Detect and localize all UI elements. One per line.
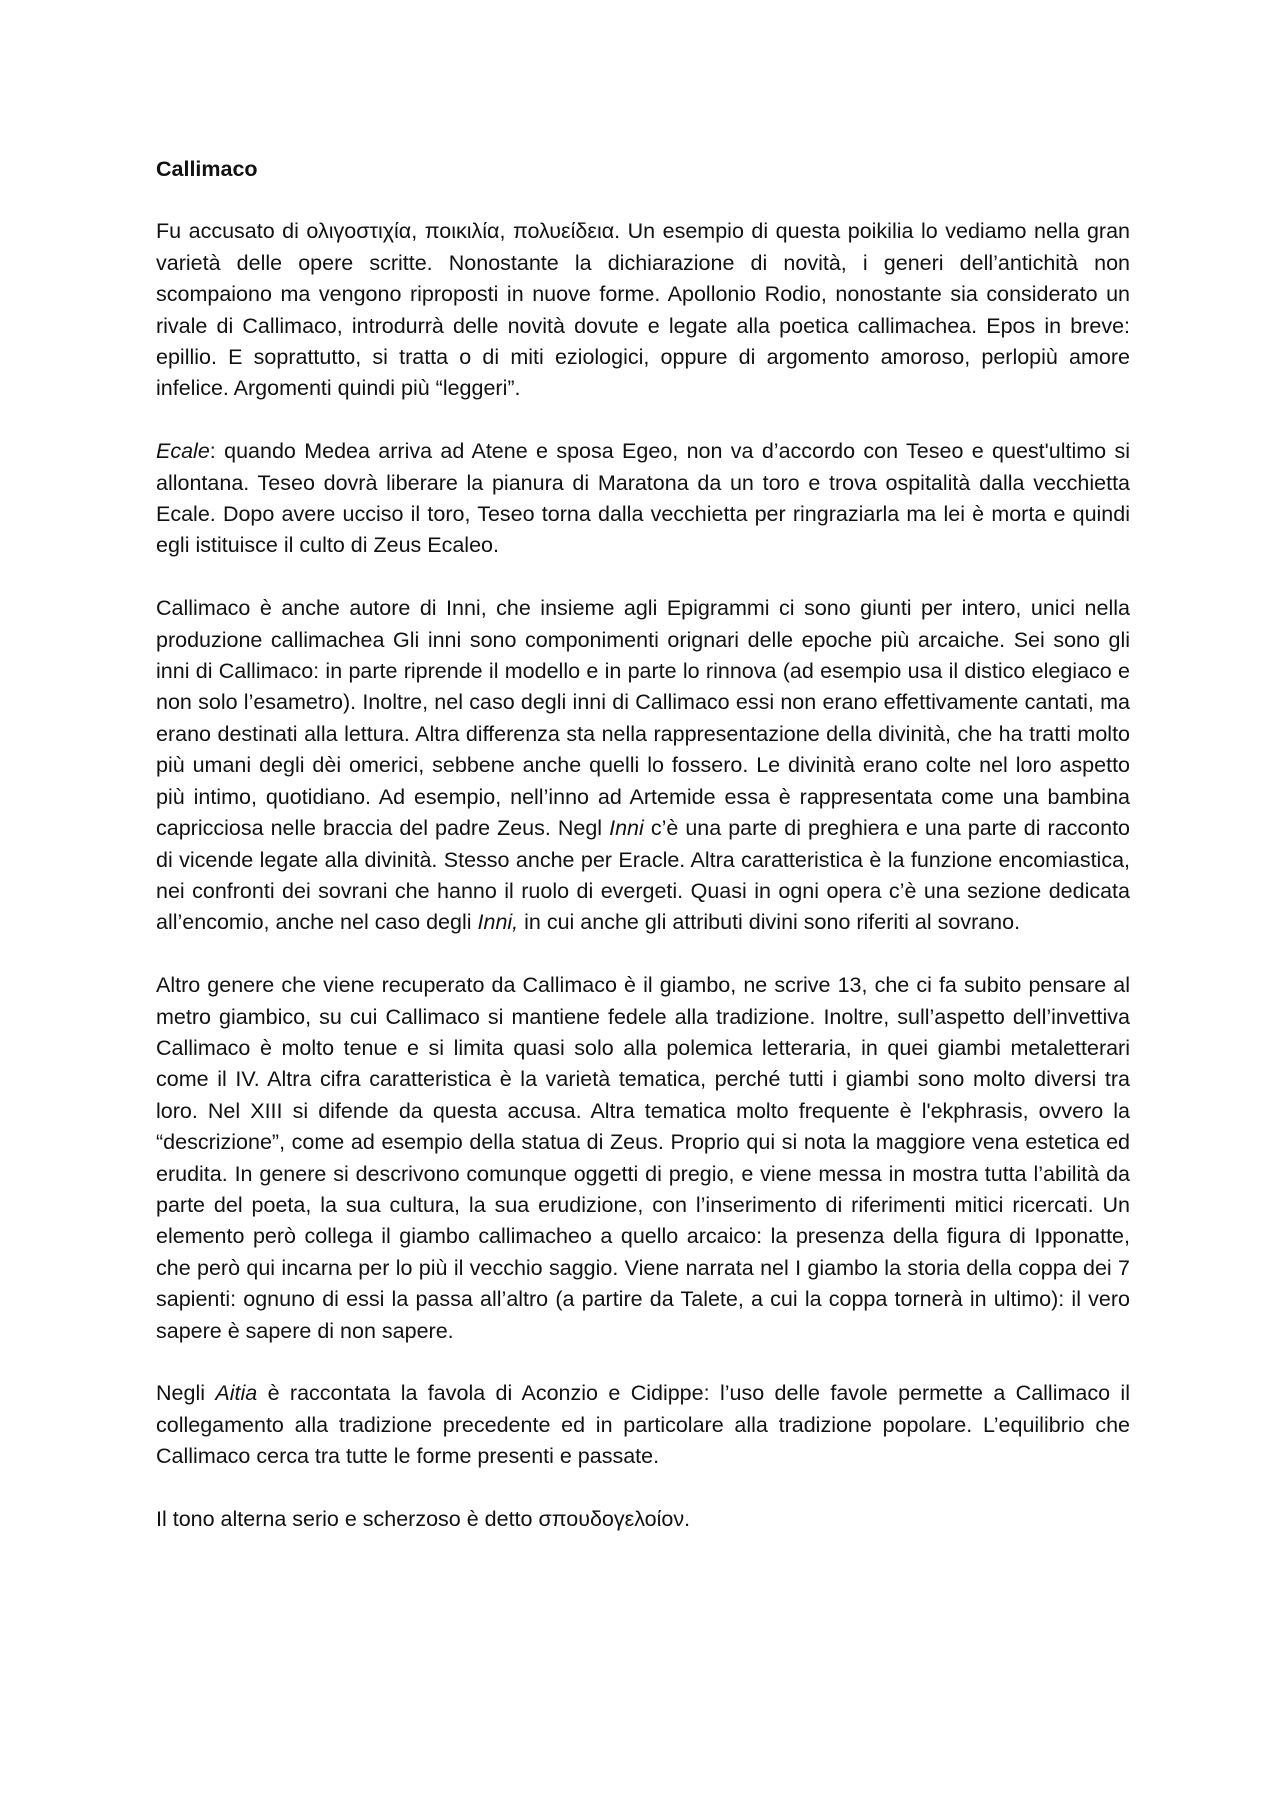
ecale-title: Ecale (156, 439, 210, 464)
paragraph-giambi-text: Altro genere che viene recuperato da Callimaco è il giambo, ne scrive 13, che ci fa subito pensare al metro giambico, su cui Callimaco si mantiene fedele alla tradizione. Inoltre, sull’aspetto dell’invettiva Callimaco è molto tenue e si limita quasi solo alla polemica letteraria, in quei giambi metaletterari come il IV. Altra cifra caratteristica è la varietà tematica, perché tutti i giambi sono molto diversi tra loro. Nel XIII si difende da questa accusa. Altra tematica molto frequente è l'ekphrasis, ovvero la “descrizione”, come ad esempio della statua di Zeus. Proprio qui si nota la maggiore vena estetica ed erudita. In genere si descrivono comunque oggetti di pregio, e viene messa in mostra tutta l’abilità da parte del poeta, la sua cultura, la sua erudizione, con l’inserimento di riferimenti mitici ricercati. Un elemento però collega il giambo callimacheo a quello arcaico: la presenza della figura di Ipponatte, che però qui incarna per lo più il vecchio saggio. Viene narrata nel I giambo la storia della coppa dei 7 sapienti: ognuno di essi la passa all’altro (a partire da Talete, a cui la coppa tornerà in ultimo): il vero sapere è sapere di non sapere. (156, 973, 1130, 1343)
paragraph-inni-text-a: Callimaco è anche autore di Inni, che insieme agli Epigrammi ci sono giunti per intero, unici nella produzione callimachea Gli inni sono componimenti orignari delle epoche più arcaiche. Sei sono gli inni di Callimaco: in parte riprende il modello e in parte lo rinnova (ad esempio usa il distico elegiaco e non solo l’esametro). Inoltre, nel caso degli inni di Callimaco essi non erano effettivamente cantati, ma erano destinati alla lettura. Altra differenza sta nella rappresentazione della divinità, che ha tratti molto più umani degli dèi omerici, sebbene anche quelli lo fossero. Le divinità erano colte nel loro aspetto più intimo, quotidiano. Ad esempio, nell’inno ad Artemide essa è rappresentata come una bambina capricciosa nelle braccia del padre Zeus. Negl (156, 596, 1130, 841)
paragraph-inni-text-b: c’è una parte di preghiera e una parte di racconto di vicende legate alla divinità. Stesso anche per Eracle. Altra caratteristica è la funzione encomiastica, nei confronti dei sovrani che hanno il ruolo di evergeti. Quasi in ogni opera c’è una sezione dedicata all’encomio, anche nel caso degli (156, 816, 1131, 935)
paragraph-aitia (156, 1378, 1130, 1472)
paragraph-inni (156, 593, 1130, 938)
paragraph-tono (156, 1504, 1130, 1535)
paragraph-tono-text: Il tono alterna serio e scherzoso è detto σπουδογελοίον. (156, 1506, 691, 1531)
paragraph-aitia-text-b: è raccontata la favola di Aconzio e Cidippe: l’uso delle favole permette a Callimaco il collegamento alla tradizione precedente ed in particolare alla tradizione popolare. L’equilibrio che Callimaco cerca tra tutte le forme presenti e passate. (156, 1381, 1130, 1469)
page-title: Callimaco (156, 157, 258, 181)
paragraph-inni-text-c: in cui anche gli attributi divini sono riferiti al sovrano. (518, 910, 1021, 935)
aitia-title: Aitia (215, 1381, 258, 1406)
paragraph-aitia-text-a: Negli (156, 1381, 216, 1406)
document-body (156, 154, 1130, 1567)
paragraph-ecale-text: : quando Medea arriva ad Atene e sposa Egeo, non va d’accordo con Teseo e quest'ultimo si allontana. Teseo dovrà liberare la pianura di Maratona da un toro e trova ospitalità dalla vecchietta Ecale. Dopo avere ucciso il toro, Teseo torna dalla vecchietta per ringraziarla ma lei è morta e quindi egli istituisce il culto di Zeus Ecaleo. (156, 439, 1130, 558)
paragraph-ecale (156, 436, 1130, 562)
paragraph-intro-text: Fu accusato di ολιγοστιχία, ποικιλία, πολυείδεια. Un esempio di questa poikilia lo vediamo nella gran varietà delle opere scritte. Nonostante la dichiarazione di novità, i generi dell’antichità non scompaiono ma vengono riproposti in nuove forme. Apollonio Rodio, nonostante sia considerato un rivale di Callimaco, introdurrà delle novità dovute e legate alla poetica callimachea. Epos in breve: epillio. E soprattutto, si tratta o di miti eziologici, oppure di argomento amoroso, perlopiù amore infelice. Argomenti quindi più “leggeri”. (156, 219, 1130, 401)
inni-title-1: Inni (609, 816, 644, 841)
inni-title-2: Inni, (477, 910, 519, 935)
paragraph-giambi (156, 970, 1130, 1347)
paragraph-intro (156, 216, 1130, 404)
